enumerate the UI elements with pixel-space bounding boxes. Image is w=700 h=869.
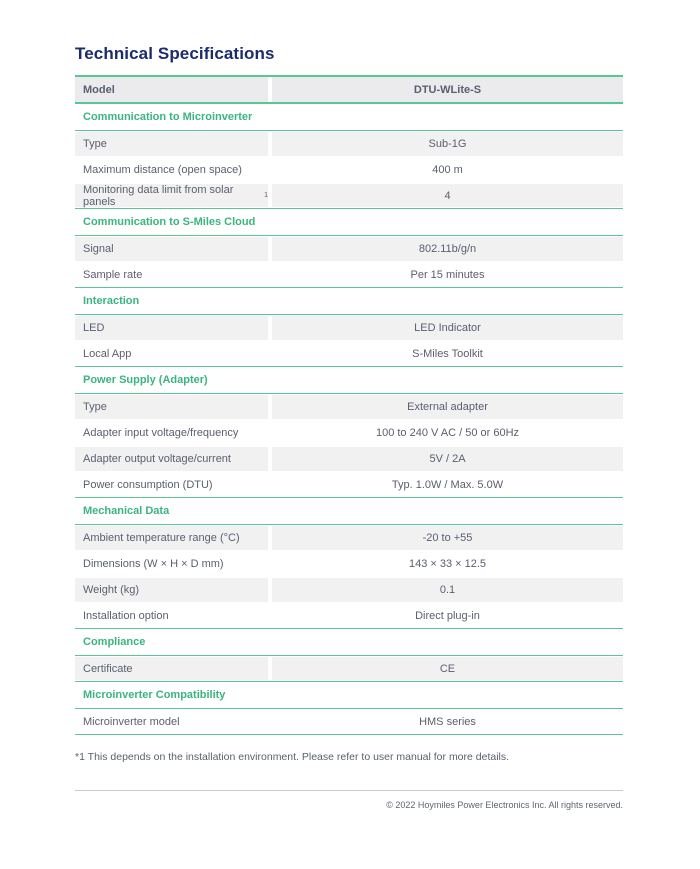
row-label: Type bbox=[75, 395, 268, 419]
spec-table bbox=[75, 75, 623, 735]
table-row bbox=[75, 446, 623, 472]
row-value: 802.11b/g/n bbox=[272, 237, 623, 261]
row-label: Ambient temperature range (°C) bbox=[75, 526, 268, 550]
section-title-label: Communication to Microinverter bbox=[83, 111, 253, 123]
table-row bbox=[75, 577, 623, 603]
row-label: Power consumption (DTU) bbox=[83, 478, 213, 491]
row-value: HMS series bbox=[419, 715, 476, 728]
row-label: LED bbox=[75, 316, 268, 340]
copyright-text: © 2022 Hoymiles Power Electronics Inc. All rights reserved. bbox=[386, 800, 623, 810]
row-label: Signal bbox=[75, 237, 268, 261]
table-row bbox=[75, 472, 623, 498]
page-title: Technical Specifications bbox=[75, 44, 275, 63]
row-value: CE bbox=[272, 657, 623, 680]
table-sections bbox=[75, 104, 623, 735]
row-value: External adapter bbox=[272, 395, 623, 419]
row-value: Sub-1G bbox=[272, 132, 623, 156]
row-label: Weight (kg) bbox=[75, 578, 268, 602]
row-label: Dimensions (W × H × D mm) bbox=[83, 558, 224, 570]
table-row bbox=[75, 709, 623, 735]
section-header-row bbox=[75, 104, 623, 131]
content-area bbox=[75, 44, 623, 810]
section-title-label: Microinverter Compatibility bbox=[83, 689, 226, 701]
row-value: -20 to +55 bbox=[272, 526, 623, 550]
row-value: 143 × 33 × 12.5 bbox=[408, 558, 487, 570]
footer-divider bbox=[75, 790, 623, 791]
row-value: S-Miles Toolkit bbox=[412, 347, 483, 360]
page-footer bbox=[75, 790, 623, 810]
section-header-row bbox=[75, 682, 623, 709]
row-label: Maximum distance (open space) bbox=[83, 164, 242, 176]
row-label: Sample rate bbox=[83, 268, 143, 281]
section-title-label: Compliance bbox=[83, 636, 146, 648]
table-row bbox=[75, 157, 623, 183]
row-value: Per 15 minutes bbox=[410, 268, 485, 281]
table-row bbox=[75, 525, 623, 551]
table-row bbox=[75, 603, 623, 629]
section-header-row bbox=[75, 629, 623, 656]
section-header-row bbox=[75, 288, 623, 315]
table-row bbox=[75, 551, 623, 577]
section-title-label: Power Supply (Adapter) bbox=[83, 374, 208, 386]
row-value: Typ. 1.0W / Max. 5.0W bbox=[391, 478, 504, 491]
row-value: 5V / 2A bbox=[272, 447, 623, 471]
model-value-cell: DTU-WLite-S bbox=[272, 77, 623, 102]
table-row bbox=[75, 341, 623, 367]
table-header-row bbox=[75, 77, 623, 104]
row-label: Adapter output voltage/current bbox=[75, 447, 268, 471]
row-value: Direct plug-in bbox=[415, 609, 480, 622]
row-label: Monitoring data limit from solar panels 1 bbox=[75, 184, 268, 207]
section-header-row bbox=[75, 498, 623, 525]
section-title-label: Communication to S-Miles Cloud bbox=[83, 216, 256, 228]
section-title-label: Interaction bbox=[83, 295, 140, 307]
table-row bbox=[75, 394, 623, 420]
footnote-text: *1 This depends on the installation environment. Please refer to user manual for more details. bbox=[75, 751, 510, 763]
table-row bbox=[75, 262, 623, 288]
row-label: Certificate bbox=[75, 657, 268, 680]
section-title-label: Mechanical Data bbox=[83, 505, 170, 517]
table-row bbox=[75, 183, 623, 209]
row-label: Type bbox=[75, 132, 268, 156]
table-row bbox=[75, 420, 623, 446]
section-header-row bbox=[75, 367, 623, 394]
row-label: Local App bbox=[83, 347, 132, 360]
row-label: Microinverter model bbox=[83, 715, 180, 728]
table-row bbox=[75, 656, 623, 682]
table-row bbox=[75, 236, 623, 262]
section-header-row bbox=[75, 209, 623, 236]
row-value: 100 to 240 V AC / 50 or 60Hz bbox=[375, 427, 520, 439]
row-value: 0.1 bbox=[272, 578, 623, 602]
row-label: Installation option bbox=[83, 609, 169, 622]
model-header-cell: Model bbox=[75, 77, 268, 102]
row-value: 4 bbox=[272, 184, 623, 207]
row-label: Adapter input voltage/frequency bbox=[83, 427, 239, 439]
row-value: 400 m bbox=[432, 164, 463, 176]
row-value: LED Indicator bbox=[272, 316, 623, 340]
table-row bbox=[75, 315, 623, 341]
table-row bbox=[75, 131, 623, 157]
